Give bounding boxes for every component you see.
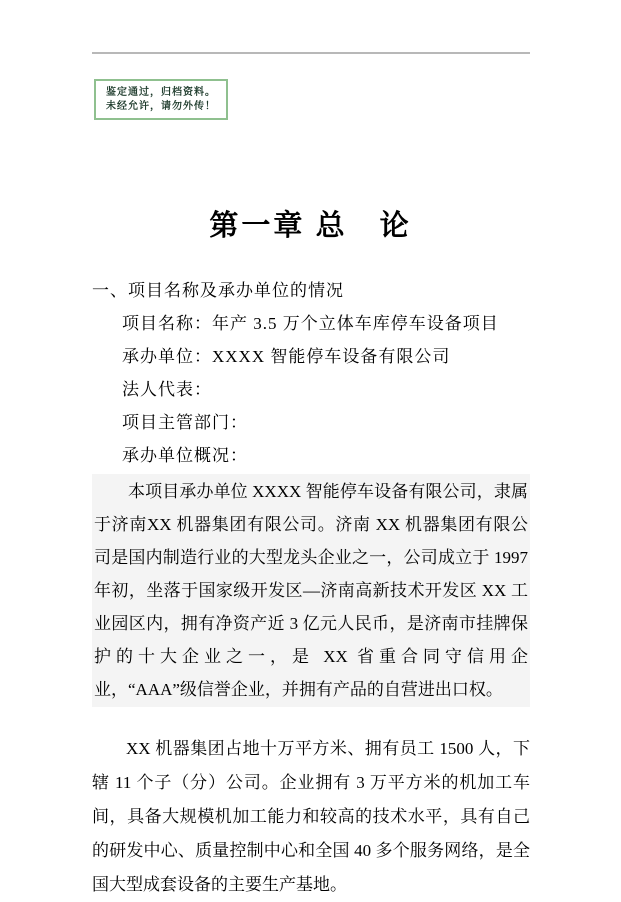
document-body [92, 274, 530, 902]
confidential-stamp [94, 79, 228, 120]
info-line-undertaking-unit: 承办单位：XXXX 智能停车设备有限公司 [122, 347, 451, 366]
stamp-line-1: 鉴定通过，归档资料。 [106, 87, 216, 98]
chapter-title: 第一章 总 论 [209, 210, 412, 242]
header-rule [92, 52, 530, 54]
highlighted-paragraph: 本项目承办单位 XXXX 智能停车设备有限公司，隶属于济南XX 机器集团有限公司。济南 XX 机器集团有限公司是国内制造行业的大型龙头企业之一，公司成立于 1997 年初，坐落于国家级开发区—济南高新技术开发区 XX 工业园区内，拥有净资产近 3 亿元人民币，是济南市挂牌保护的十大企业之一，是 XX 省重合同守信用企业，“AAA”级信誉企业，并拥有产品的自营进出口权。 [92, 474, 530, 707]
section-heading: 一、项目名称及承办单位的情况 [92, 281, 344, 300]
info-line-unit-overview: 承办单位概况： [122, 446, 248, 465]
body-paragraph: XX 机器集团占地十万平方米、拥有员工 1500 人，下辖 11 个子（分）公司。企业拥有 3 万平方米的机加工车间，具备大规模机加工能力和较高的技术水平，具有自己的研发中心、质量控制中心和全国 40 多个服务网络，是全国大型成套设备的主要生产基地。 [92, 739, 530, 894]
info-line-competent-department: 项目主管部门： [122, 413, 248, 432]
info-line-legal-representative: 法人代表： [122, 380, 212, 399]
info-line-project-name: 项目名称：年产 3.5 万个立体车库停车设备项目 [122, 314, 499, 333]
stamp-line-2: 未经允许，请勿外传！ [106, 101, 216, 112]
